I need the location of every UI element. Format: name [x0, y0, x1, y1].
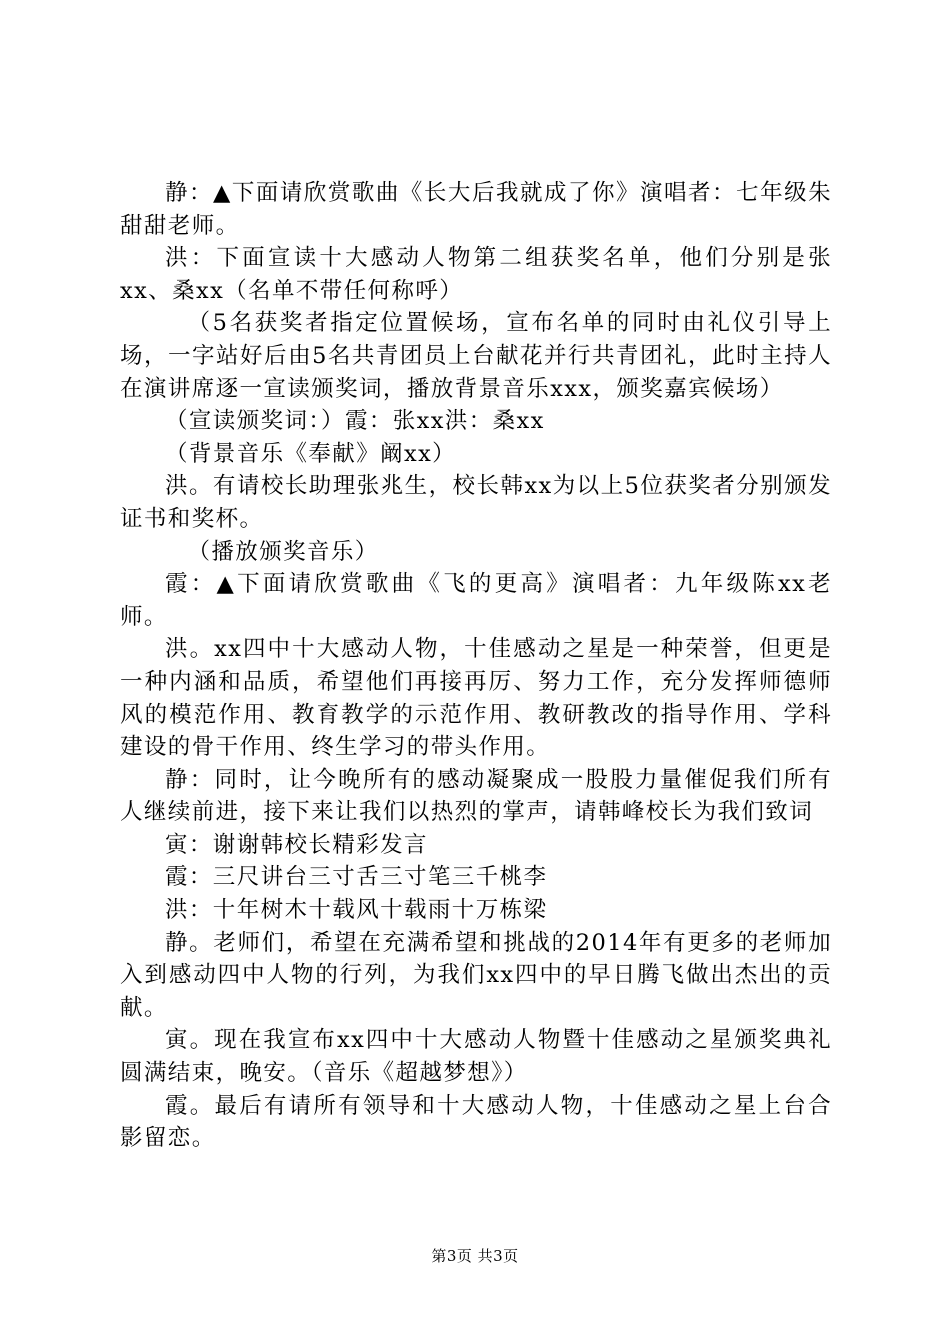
paragraph: （背景音乐《奉献》阚xx） — [165, 440, 457, 467]
paragraph: 洪。xx四中十大感动人物，十佳感动之星是一种荣誉，但更是一种内涵和品质，希望他们再接再厉、努力工作，充分发挥师德师风的模范作用、教育教学的示范作用、教研教改的指导作用、学科建设的骨干作用、终生学习的带头作用。 — [120, 636, 832, 761]
paragraph: 静：同时，让今晚所有的感动凝聚成一股股力量催促我们所有人继续前进，接下来让我们以热烈的掌声，请韩峰校长为我们致词 — [120, 766, 832, 826]
paragraph: （宣读颁奖词：）霞：张xx洪：桑xx — [165, 408, 545, 435]
paragraph: （播放颁奖音乐） — [187, 538, 379, 565]
paragraph: 静。老师们，希望在充满希望和挑战的2014年有更多的老师加入到感动四中人物的行列，为我们xx四中的早日腾飞做出杰出的贡献。 — [120, 929, 832, 1021]
paragraph: 洪：十年树木十载风十载雨十万栋梁 — [165, 897, 548, 924]
paragraph: 寅：谢谢韩校长精彩发言 — [165, 831, 428, 858]
paragraph: （5名获奖者指定位置候场，宣布名单的同时由礼仪引导上场，一字站好后由5名共青团员上台献花并行共青团礼，此时主持人在演讲席逐一宣读颁奖词，播放背景音乐xxx，颁奖嘉宾候场） — [120, 310, 832, 402]
paragraph: 霞。最后有请所有领导和十大感动人物，十佳感动之星上台合影留恋。 — [120, 1092, 832, 1152]
paragraph: 静：▲下面请欣赏歌曲《长大后我就成了你》演唱者：七年级朱甜甜老师。 — [120, 180, 832, 239]
document-body — [120, 177, 832, 1155]
paragraph: 洪：下面宣读十大感动人物第二组获奖名单，他们分别是张xx、桑xx（名单不带任何称呼） — [120, 245, 832, 304]
paragraph: 霞：▲下面请欣赏歌曲《飞的更高》演唱者：九年级陈xx老师。 — [120, 571, 832, 630]
paragraph: 洪。有请校长助理张兆生，校长韩xx为以上5位获奖者分别颁发证书和奖杯。 — [120, 473, 832, 532]
paragraph: 寅。现在我宣布xx四中十大感动人物暨十佳感动之星颁奖典礼圆满结束，晚安。（音乐《超越梦想》） — [120, 1027, 832, 1087]
paragraph: 霞：三尺讲台三寸舌三寸笔三千桃李 — [165, 864, 548, 891]
page-number-footer: 第3页 共3页 — [431, 1247, 519, 1265]
